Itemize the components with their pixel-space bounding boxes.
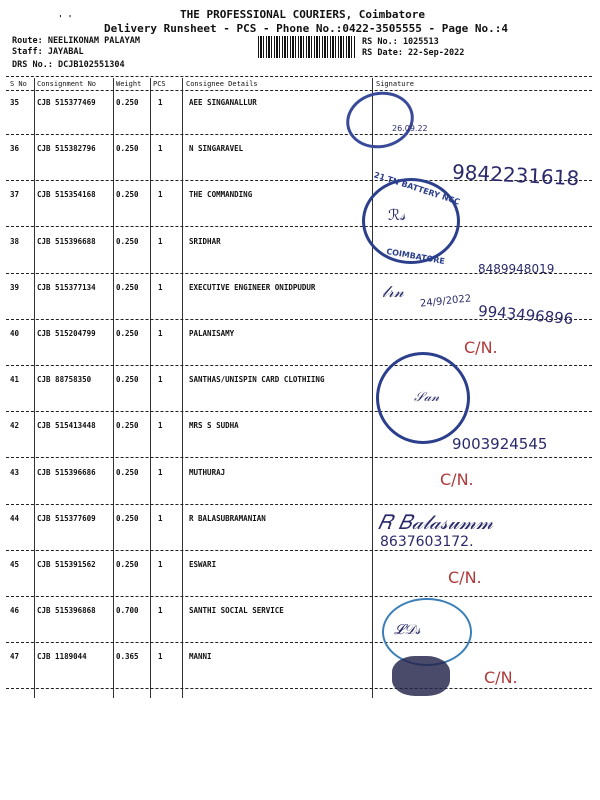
rs-date: RS Date: 22-Sep-2022: [362, 48, 465, 58]
row-sno: 47: [10, 652, 20, 661]
row-divider: [6, 642, 592, 643]
col-divider: [372, 78, 373, 698]
row-sno: 44: [10, 514, 20, 523]
row-sno: 39: [10, 283, 20, 292]
row-consignee: EXECUTIVE ENGINEER ONIDPUDUR: [189, 283, 316, 292]
row-consignment-no: CJB 1189044: [37, 652, 87, 661]
row-pcs: 1: [158, 514, 163, 523]
row-weight: 0.250: [116, 98, 139, 107]
row-divider: [6, 504, 592, 505]
row-sno: 35: [10, 98, 20, 107]
staff-label: Staff: JAYABAL: [12, 47, 84, 57]
col-consignment: Consignment No: [37, 80, 97, 88]
barcode: [258, 36, 356, 58]
row-consignment-no: CJB 515382796: [37, 144, 96, 153]
col-divider: [34, 78, 35, 698]
row-sno: 40: [10, 329, 20, 338]
divider-top: [6, 76, 592, 77]
handwritten-phone: 8637603172.: [380, 534, 474, 550]
row-sno: 42: [10, 421, 20, 430]
row-sno: 36: [10, 144, 20, 153]
handwritten-phone: 9003924545: [452, 435, 548, 453]
row-consignment-no: CJB 515413448: [37, 421, 96, 430]
signature-scribble: 𝑅 𝐵𝒶𝓁𝒶𝓈𝓊𝓂𝓂: [378, 510, 494, 534]
route-label: Route: NEELIKONAM PALAYAM: [12, 36, 140, 46]
handwritten-phone: 9943496896: [477, 301, 575, 329]
row-pcs: 1: [158, 329, 163, 338]
col-weight: Weight: [116, 80, 142, 88]
handwritten-cn: C/N.: [484, 668, 518, 687]
handwritten-cn: C/N.: [464, 338, 498, 357]
row-consignment-no: CJB 515377134: [37, 283, 96, 292]
col-divider: [113, 78, 114, 698]
signature-scribble: ℛ𝓈: [388, 206, 406, 224]
handwritten-phone: 8489948019: [478, 262, 555, 276]
row-pcs: 1: [158, 144, 163, 153]
row-consignment-no: CJB 515354168: [37, 190, 96, 199]
row-consignee: MANNI: [189, 652, 212, 661]
row-pcs: 1: [158, 283, 163, 292]
row-weight: 0.365: [116, 652, 139, 661]
row-pcs: 1: [158, 606, 163, 615]
row-weight: 0.250: [116, 514, 139, 523]
col-divider: [150, 78, 151, 698]
row-weight: 0.250: [116, 283, 139, 292]
row-pcs: 1: [158, 237, 163, 246]
row-consignment-no: CJB 88758350: [37, 375, 92, 384]
row-consignment-no: CJB 515377469: [37, 98, 96, 107]
row-divider: [6, 134, 592, 135]
signature-scribble: 𝓛𝒟𝓈: [394, 622, 421, 638]
rs-number: RS No.: 1025513: [362, 37, 439, 47]
row-consignment-no: CJB 515377609: [37, 514, 96, 523]
row-divider: [6, 365, 592, 366]
row-consignee: R BALASUBRAMANIAN: [189, 514, 266, 523]
row-consignment-no: CJB 515204799: [37, 329, 96, 338]
row-sno: 41: [10, 375, 20, 384]
handwritten-cn: C/N.: [440, 470, 474, 489]
col-consignee: Consignee Details: [186, 80, 258, 88]
col-pcs: PCS: [153, 80, 166, 88]
stamp-city-text: COIMBATORE: [385, 246, 446, 267]
row-consignee: PALANISAMY: [189, 329, 235, 338]
row-consignee: N SINGARAVEL: [189, 144, 244, 153]
row-consignee: THE COMMANDING: [189, 190, 253, 199]
row-consignee: AEE SINGANALLUR: [189, 98, 257, 107]
row-weight: 0.250: [116, 144, 139, 153]
company-title: THE PROFESSIONAL COURIERS, Coimbatore: [180, 8, 426, 21]
ink-smudge: [392, 656, 450, 696]
row-pcs: 1: [158, 190, 163, 199]
row-sno: 45: [10, 560, 20, 569]
row-sno: 37: [10, 190, 20, 199]
row-divider: [6, 226, 592, 227]
row-weight: 0.250: [116, 375, 139, 384]
signature-scribble: 𝓁𝓇𝓃: [382, 282, 404, 301]
runsheet-title: Delivery Runsheet - PCS - Phone No.:0422-3505555 - Page No.:4: [104, 22, 508, 35]
row-consignee: ESWARI: [189, 560, 217, 569]
drs-number: DRS No.: DCJB102551304: [12, 60, 125, 70]
row-consignment-no: CJB 515391562: [37, 560, 96, 569]
row-consignment-no: CJB 515396686: [37, 468, 96, 477]
row-divider: [6, 457, 592, 458]
stamp-date: 26.09.22: [392, 124, 428, 133]
stamp-ncc-text: 21 TN BATTERY NCC: [372, 170, 462, 207]
row-pcs: 1: [158, 98, 163, 107]
row-consignment-no: CJB 515396868: [37, 606, 96, 615]
row-pcs: 1: [158, 468, 163, 477]
row-weight: 0.250: [116, 237, 139, 246]
row-divider: [6, 688, 592, 689]
col-signature: Signature: [376, 80, 414, 88]
row-consignee: SANTHAS/UNISPIN CARD CLOTHIING: [189, 375, 325, 384]
row-weight: 0.250: [116, 560, 139, 569]
corner-marks: ' ': [58, 14, 73, 23]
row-weight: 0.250: [116, 421, 139, 430]
row-pcs: 1: [158, 375, 163, 384]
row-divider: [6, 550, 592, 551]
row-sno: 46: [10, 606, 20, 615]
row-sno: 38: [10, 237, 20, 246]
row-consignee: SANTHI SOCIAL SERVICE: [189, 606, 284, 615]
row-sno: 43: [10, 468, 20, 477]
row-consignee: SRIDHAR: [189, 237, 221, 246]
row-weight: 0.250: [116, 329, 139, 338]
row-weight: 0.250: [116, 468, 139, 477]
row-consignee: MRS S SUDHA: [189, 421, 239, 430]
row-divider: [6, 596, 592, 597]
col-sno: S No: [10, 80, 27, 88]
stamp-round: [341, 86, 419, 155]
handwritten-cn: C/N.: [448, 568, 482, 587]
row-weight: 0.250: [116, 190, 139, 199]
row-consignment-no: CJB 515396688: [37, 237, 96, 246]
row-pcs: 1: [158, 560, 163, 569]
row-divider: [6, 411, 592, 412]
handwritten-phone: 9842231618: [451, 159, 580, 191]
row-weight: 0.700: [116, 606, 139, 615]
row-consignee: MUTHURAJ: [189, 468, 226, 477]
divider-header: [6, 90, 592, 91]
signature-scribble: 𝒮𝒶𝓃: [414, 390, 440, 405]
row-pcs: 1: [158, 421, 163, 430]
col-divider: [182, 78, 183, 698]
row-pcs: 1: [158, 652, 163, 661]
handwritten-date: 24/9/2022: [419, 293, 472, 310]
